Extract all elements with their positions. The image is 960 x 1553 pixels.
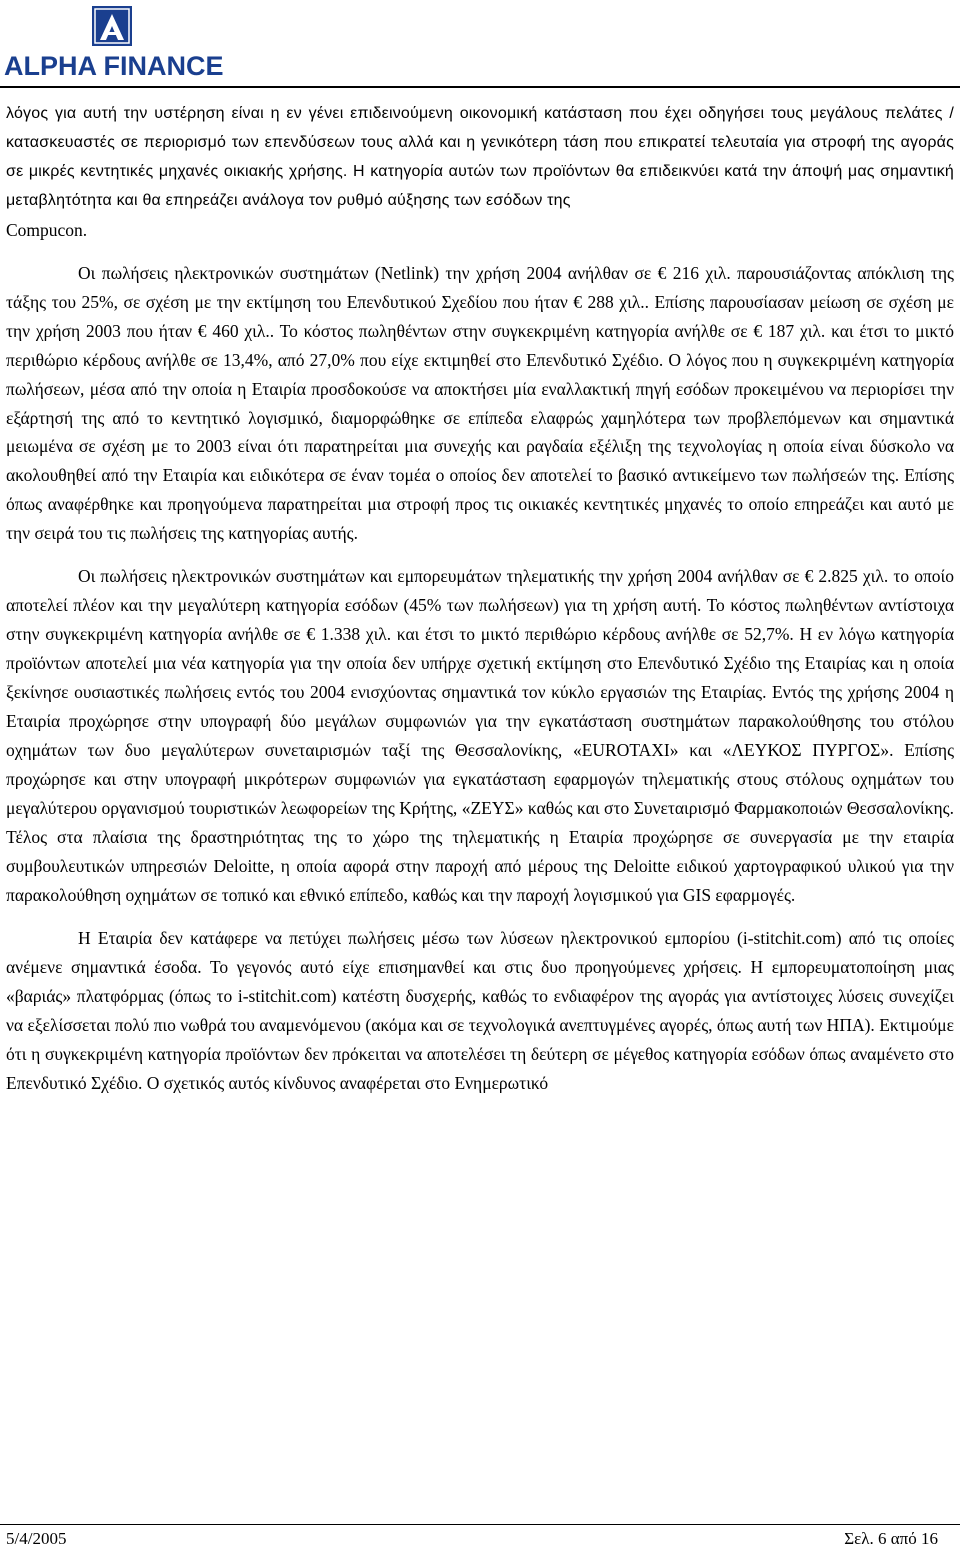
alpha-bank-logo-icon (92, 6, 132, 46)
paragraph-1 (6, 100, 954, 216)
footer-page-number: Σελ. 6 από 16 (844, 1529, 938, 1548)
footer-date: 5/4/2005 (6, 1529, 67, 1548)
paragraph-2 (6, 259, 954, 549)
paragraph-1-end (6, 216, 954, 245)
paragraph-4-text: Η Εταιρία δεν κατάφερε να πετύχει πωλήσεις μέσω των λύσεων ηλεκτρονικού εμπορίου (i-stitchit.com) από τις οποίες ανέμενε σημαντικά έσοδα. Το γεγονός αυτό είχε επισημανθεί και στις δυο προηγούμενες χρήσεις. Η εμπορευματοποίηση μιας «βαριάς» πλατφόρμας (όπως το i-stitchit.com) κατέστη δυσχερής, καθώς το ενδιαφέρον της αγοράς για αντίστοιχες λύσεις συνεχίζει να εξελίσσεται πολύ πιο νωθρά του αναμενόμενου (ακόμα και σε τεχνολογικά ανεπτυγμένες αγορές, όπως αυτή των ΗΠΑ). Εκτιμούμε ότι η συγκεκριμένη κατηγορία προϊόντων δεν πρόκειται να αποτελέσει τη δεύτερη σε μέγεθος κατηγορία εσόδων όπως αναμένετο στο Επενδυτικό Σχέδιο. Ο σχετικός αυτός κίνδυνος αναφέρεται στο Ενημερωτικό (6, 927, 954, 1093)
document-body (6, 100, 954, 1097)
brand-name: ALPHA FINANCE (4, 51, 224, 81)
paragraph-2-text: Οι πωλήσεις ηλεκτρονικών συστημάτων (Netlink) την χρήση 2004 ανήλθαν σε € 216 χιλ. παρουσιάζοντας απόκλιση της τάξης του 25%, σε σχέση με την εκτίμηση του Επενδυτικού Σχεδίου που ήταν € 288 χιλ.. Επίσης παρουσίασαν μείωση σε σχέση με την χρήση 2003 που ήταν € 460 χιλ.. Το κόστος πωληθέντων στην συγκεκριμένη κατηγορία ανήλθε σε € 187 χιλ. και έτσι το μικτό περιθώριο κέρδους ανήλθε σε 13,4%, από 27,0% που είχε εκτιμηθεί στο Επενδυτικό Σχέδιο. Ο λόγος που η συγκεκριμένη κατηγορία πωλήσεων, μέσα από την οποία η Εταιρία προσδοκούσε να αποκτήσει μία εναλλακτική πηγή εσόδων προκειμένου να περιορίσει την εξάρτησή της από το κεντητικό λογισμικό, διαμορφώθηκε σε επίπεδα ελαφρώς χαμηλότερα των προβλεπόμενων και σημαντικά μειωμένα σε σχέση με το 2003 είναι ότι παρατηρείται μια συνεχής και ραγδαία εξέλιξη της τεχνολογίας η οποία είναι δύσκολο να ακολουθηθεί από την Εταιρία και ειδικότερα σε έναν τομέα ο οποίος δεν αποτελεί το βασικό αντικείμενο των πωλήσεών της. Επίσης όπως αναφέρθηκε και προηγούμενα παρατηρείται μια στροφή προς τις οικιακές κεντητικές μηχανές το οποίο επηρεάζει και αυτό με την σειρά του τις πωλήσεις της κατηγορίας αυτής. (6, 262, 954, 544)
page-header (0, 0, 960, 88)
paragraph-1-end-text: Compucon. (6, 219, 88, 240)
paragraph-1-text: λόγος για αυτή την υστέρηση είναι η εν γένει επιδεινούμενη οικονομική κατάσταση που έχει οδηγήσει τους μεγάλους πελάτες / κατασκευαστές σε περιορισμό των επενδύσεων τους αλλά και η γενικότερη τάση που επικρατεί τελευταία για στροφή της αγοράς σε μικρές κεντητικές μηχανές οικιακής χρήσης. Η κατηγορία αυτών των προϊόντων θα επιδεικνύει κατά την άποψή μας σημαντική μεταβλητότητα και θα επηρεάζει ανάλογα τον ρυθμό αύξησης των εσόδων της (6, 105, 954, 209)
footer-divider (0, 1524, 960, 1525)
paragraph-3-text: Οι πωλήσεις ηλεκτρονικών συστημάτων και εμπορευμάτων τηλεματικής την χρήση 2004 ανήλθαν σε € 2.825 χιλ. το οποίο αποτελεί πλέον και την μεγαλύτερη κατηγορία εσόδων (45% των πωλήσεων) για τη χρήση αυτή. Το κόστος πωληθέντων αντίστοιχα στην συγκεκριμένη κατηγορία ανήλθε σε € 1.338 χιλ. και έτσι το μικτό περιθώριο κέρδους ανήλθε σε 52,7%. Η εν λόγω κατηγορία προϊόντων αποτελεί μια νέα κατηγορία για την οποία δεν υπήρχε σχετική εκτίμηση στο Επενδυτικό Σχέδιο της Εταιρίας και η οποία ξεκίνησε ουσιαστικές πωλήσεις εντός του 2004 ενισχύοντας σημαντικά τον κύκλο εργασιών της Εταιρίας. Εντός της χρήσης 2004 η Εταιρία προχώρησε στην υπογραφή δύο μεγάλων συμφωνιών για την εγκατάσταση συστημάτων παρακολούθησης του στόλου οχημάτων των δυο μεγαλύτερων συνεταιρισμών ταξί της Θεσσαλονίκης, «EUROTAXI» και «ΛΕΥΚΟΣ ΠΥΡΓΟΣ». Επίσης προχώρησε και στην υπογραφή μικρότερων συμφωνιών για εγκατάσταση εφαρμογών τηλεματικής στους στόλους οχημάτων του μεγαλύτερου οργανισμού τουριστικών λεωφορείων της Κρήτης, «ΖΕΥΣ» καθώς και στο Συνεταιρισμό Φαρμακοποιών Θεσσαλονίκης. Τέλος στα πλαίσια της δραστηριότητας της το χώρο της τηλεματικής η Εταιρία προχώρησε σε συνεργασία με την εταιρία συμβουλευτικών υπηρεσιών Deloitte, η οποία αφορά στην παροχή από μέρους της Deloitte ειδικού χαρτογραφικού υλικού για την παρακολούθηση οχημάτων σε τοπικό και εθνικό επίπεδο, καθώς και την παροχή λογισμικού για GIS εφαρμογές. (6, 566, 954, 905)
paragraph-3 (6, 562, 954, 909)
header-divider (0, 86, 960, 88)
paragraph-4 (6, 924, 954, 1098)
